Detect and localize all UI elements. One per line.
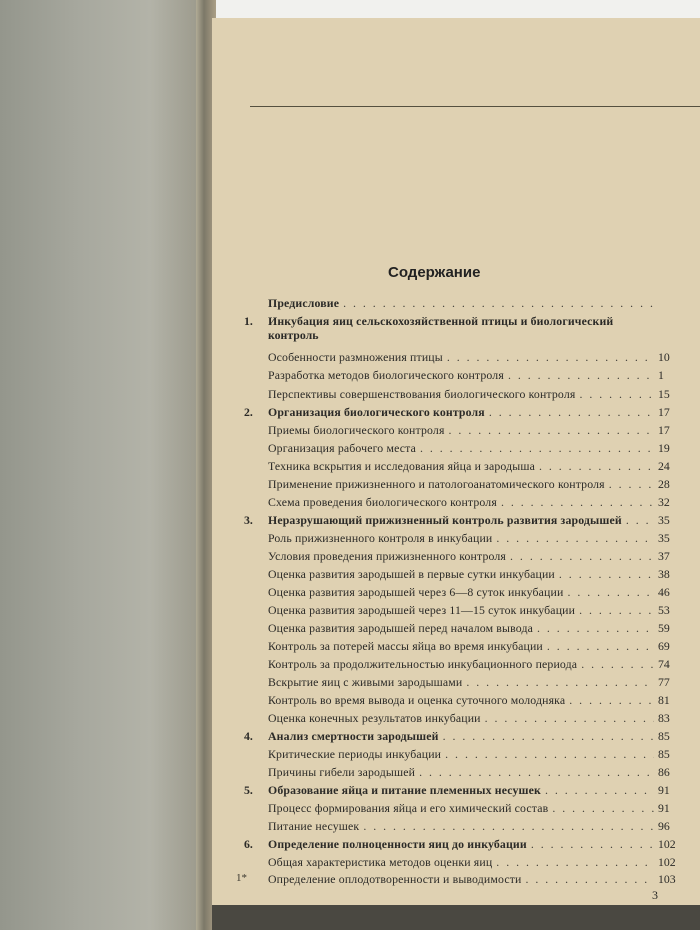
toc-entry-line [268, 549, 654, 564]
toc-entry-title: Организация рабочего места [268, 441, 416, 455]
toc-entry-title: Особенности размножения птицы [268, 350, 443, 364]
toc-entry-line [268, 513, 654, 528]
toc-entry-line [268, 477, 654, 492]
toc-entry-line [268, 387, 654, 402]
toc-entry [212, 639, 700, 655]
toc-entry-title: Оценка развития зародышей через 6—8 суток инкубации [268, 585, 564, 599]
toc-entry-number: 2. [244, 405, 253, 419]
toc-entry-number: 6. [244, 837, 253, 851]
dot-leader [466, 675, 654, 690]
toc-entry [212, 441, 700, 457]
toc-entry [212, 314, 700, 342]
dot-leader [443, 729, 654, 744]
toc-entry-line [268, 314, 654, 329]
toc-entry-page: 17 [658, 405, 670, 419]
toc-entry-title: Контроль за потерей массы яйца во время инкубации [268, 639, 543, 653]
toc-entry-title: Перспективы совершенствования биологического контроля [268, 387, 576, 401]
toc-entry-title: Контроль за продолжительностью инкубационного периода [268, 657, 578, 671]
toc-entry-page: 10 [658, 350, 670, 364]
toc-entry [212, 513, 700, 529]
toc-entry-page: 85 [658, 729, 670, 743]
toc-entry [212, 531, 700, 547]
dot-leader [508, 368, 654, 383]
toc-entry-line [268, 765, 654, 780]
toc-entry-line [268, 711, 654, 726]
toc-entry-title: Схема проведения биологического контроля [268, 495, 497, 509]
dot-leader [567, 585, 654, 600]
toc-entry [212, 423, 700, 439]
signature-mark: 1* [236, 872, 247, 884]
dot-leader [559, 567, 654, 582]
toc-entry [212, 747, 700, 763]
toc-entry [212, 567, 700, 583]
dot-leader [609, 477, 654, 492]
dot-leader [489, 405, 654, 420]
dot-leader [419, 765, 654, 780]
toc-entry-line [268, 621, 654, 636]
dot-leader [547, 639, 654, 654]
toc-entry-page: 38 [658, 567, 670, 581]
toc-entry-number: 3. [244, 513, 253, 527]
page-bottom-edge [212, 905, 700, 930]
toc-entry [212, 495, 700, 511]
toc-entry-page: 28 [658, 477, 670, 491]
toc-entry-line [268, 801, 654, 816]
page-number: 3 [652, 888, 658, 902]
toc-entry-page: 77 [658, 675, 670, 689]
toc-entry [212, 765, 700, 781]
toc-entry-page: 15 [658, 387, 670, 401]
toc-entry-page: 32 [658, 495, 670, 509]
dot-leader [449, 423, 654, 438]
toc-entry-line [268, 531, 654, 546]
toc-entry-title: Неразрушающий прижизненный контроль развития зародышей [268, 513, 622, 527]
toc-entry-page: 102 [658, 855, 676, 869]
toc-entry-title: Оценка развития зародышей перед началом вывода [268, 621, 533, 635]
dot-leader [485, 711, 654, 726]
toc-entry-page: 24 [658, 459, 670, 473]
dot-leader [531, 837, 654, 852]
toc-entry-page: 91 [658, 783, 670, 797]
toc-entry-page: 69 [658, 639, 670, 653]
toc-entry-line [268, 675, 654, 690]
toc-entry [212, 350, 700, 366]
toc-entry-line [268, 693, 654, 708]
toc-entry [212, 819, 700, 835]
toc-entry [212, 368, 700, 384]
toc-entry-line [268, 350, 654, 365]
toc-entry-page: 85 [658, 747, 670, 761]
toc-entry [212, 585, 700, 601]
toc-entry-page: 35 [658, 531, 670, 545]
toc-entry-page: 81 [658, 693, 670, 707]
toc-entry-title: Оценка развития зародышей через 11—15 суток инкубации [268, 603, 576, 617]
toc-entry-line [268, 729, 654, 744]
dot-leader [343, 296, 654, 311]
dot-leader [545, 783, 654, 798]
toc-entry-line [268, 423, 654, 438]
toc-entry-page: 91 [658, 801, 670, 815]
toc-entry-number: 4. [244, 729, 253, 743]
toc-entry-title: Разработка методов биологического контроля [268, 368, 504, 382]
toc-entry-line [268, 296, 654, 311]
toc-entry [212, 675, 700, 691]
dot-leader [569, 693, 654, 708]
toc-entry-number: 1. [244, 314, 253, 328]
dot-leader [496, 531, 654, 546]
toc-entry [212, 621, 700, 637]
dot-leader [420, 441, 654, 456]
toc-entry-title: Контроль во время вывода и оценка суточного молодняка [268, 693, 566, 707]
toc-entry-page: 96 [658, 819, 670, 833]
toc-entry-page: 74 [658, 657, 670, 671]
toc-entry-page: 1 [658, 368, 664, 382]
toc-entry-title: Образование яйца и питание племенных несушек [268, 783, 541, 797]
toc-entry-page: 17 [658, 423, 670, 437]
toc-entry [212, 459, 700, 475]
toc-entry [212, 711, 700, 727]
table-of-contents [212, 18, 700, 908]
toc-entry-title: Причины гибели зародышей [268, 765, 416, 779]
toc-entry-page: 103 [658, 872, 676, 886]
dot-leader [510, 549, 654, 564]
toc-entry-page: 37 [658, 549, 670, 563]
dot-leader [496, 855, 654, 870]
toc-entry [212, 657, 700, 673]
toc-entry-title: Организация биологического контроля [268, 405, 485, 419]
toc-entry [212, 783, 700, 799]
toc-entry-line [268, 459, 654, 474]
toc-entry-line [268, 495, 654, 510]
toc-entry [212, 405, 700, 421]
toc-entry-line [268, 603, 654, 618]
toc-entry-line [268, 567, 654, 582]
toc-entry-line [268, 405, 654, 420]
page-title: Содержание [388, 264, 481, 281]
toc-entry-line [268, 837, 654, 852]
toc-entry-page: 83 [658, 711, 670, 725]
toc-entry [212, 729, 700, 745]
dot-leader [579, 603, 654, 618]
left-page [0, 0, 200, 930]
toc-entry-title: Вскрытие яиц с живыми зародышами [268, 675, 463, 689]
toc-entry-title: Условия проведения прижизненного контроля [268, 549, 507, 563]
toc-entry-line [268, 585, 654, 600]
dot-leader [626, 513, 654, 528]
toc-entry-line [268, 747, 654, 762]
toc-entry-line [268, 657, 654, 672]
toc-entry [212, 603, 700, 619]
dot-leader [539, 459, 654, 474]
toc-entry-title: Применение прижизненного и патологоанатомического контроля [268, 477, 605, 491]
toc-entry-title: Определение полноценности яиц до инкубации [268, 837, 527, 851]
toc-entry-title: Инкубация яиц сельскохозяйственной птицы и биологический [268, 314, 614, 328]
dot-leader [445, 747, 654, 762]
toc-entry [212, 296, 700, 312]
dot-leader [501, 495, 654, 510]
toc-entry [212, 387, 700, 403]
toc-entry [212, 693, 700, 709]
toc-entry [212, 801, 700, 817]
toc-entry [212, 837, 700, 853]
toc-entry-title: Общая характеристика методов оценки яиц [268, 855, 493, 869]
toc-entry-title: Оценка конечных результатов инкубации [268, 711, 481, 725]
toc-entry-title: Процесс формирования яйца и его химический состав [268, 801, 549, 815]
toc-entry-page: 86 [658, 765, 670, 779]
toc-entry-line [268, 441, 654, 456]
right-page [212, 18, 700, 908]
toc-entry-line [268, 783, 654, 798]
toc-entry-title: Предисловие [268, 296, 340, 310]
toc-entry-page: 53 [658, 603, 670, 617]
toc-entry-title: Техника вскрытия и исследования яйца и зародыша [268, 459, 535, 473]
toc-entry [212, 549, 700, 565]
toc-entry-title: Определение оплодотворенности и выводимости [268, 872, 522, 886]
dot-leader [537, 621, 654, 636]
toc-entry-line [268, 819, 654, 834]
toc-entry [212, 477, 700, 493]
toc-entry-title: Роль прижизненного контроля в инкубации [268, 531, 493, 545]
dot-leader [579, 387, 654, 402]
toc-entry [212, 855, 700, 871]
toc-entry-page: 46 [658, 585, 670, 599]
toc-entry-title: Критические периоды инкубации [268, 747, 442, 761]
toc-entry-title-continued: контроль [268, 328, 319, 342]
dot-leader [525, 872, 654, 887]
toc-entry-line [268, 855, 654, 870]
dot-leader [363, 819, 654, 834]
dot-leader [447, 350, 654, 365]
toc-entry-line [268, 368, 654, 383]
toc-entry-page: 59 [658, 621, 670, 635]
toc-entry-title: Анализ смертности зародышей [268, 729, 439, 743]
dot-leader [581, 657, 654, 672]
toc-entry-title: Оценка развития зародышей в первые сутки инкубации [268, 567, 555, 581]
toc-entry-number: 5. [244, 783, 253, 797]
toc-entry-line [268, 872, 654, 887]
toc-entry-title: Питание несушек [268, 819, 360, 833]
toc-entry [212, 872, 700, 888]
toc-entry-page: 102 [658, 837, 676, 851]
toc-entry-title: Приемы биологического контроля [268, 423, 445, 437]
toc-entry-page: 19 [658, 441, 670, 455]
toc-entry-line [268, 639, 654, 654]
dot-leader [552, 801, 654, 816]
toc-entry-page: 35 [658, 513, 670, 527]
